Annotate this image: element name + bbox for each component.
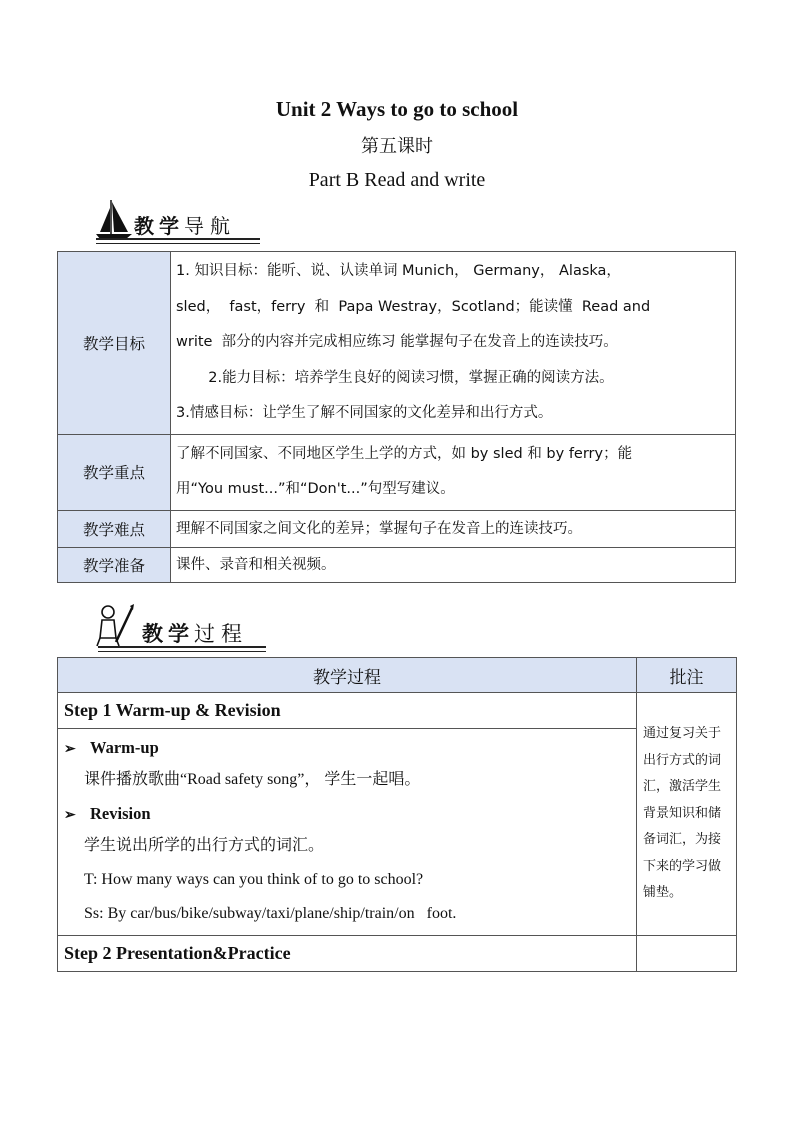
step2-notes: [637, 936, 737, 972]
table-row: [58, 434, 736, 510]
row-label: 教学准备: [58, 547, 171, 582]
goal-line: 1. 知识目标：能听、说、认读单词 Munich， Germany， Alaska，: [176, 263, 621, 279]
note-line: 背景知识和储: [643, 805, 722, 821]
banner2-text-a: 教学: [142, 622, 194, 646]
teaching-goals-table: [57, 251, 736, 583]
note-line: 汇，激活学生: [643, 779, 722, 795]
row-content: [171, 434, 736, 510]
banner1-underline: [96, 238, 260, 244]
step2-title: Step 2 Presentation&Practice: [58, 936, 637, 972]
part-title: Part B Read and write: [308, 169, 486, 191]
table-header-row: [58, 658, 737, 693]
pencil-figure-icon: [94, 602, 138, 650]
table-row: [58, 936, 737, 972]
table-row: [58, 510, 736, 547]
goal-line: write 部分的内容并完成相应练习 能掌握句子在发音上的连读技巧。: [176, 334, 618, 350]
table-row: [58, 729, 737, 936]
row-content: [171, 547, 736, 582]
row-label: 教学重点: [58, 434, 171, 510]
table-row: [58, 693, 737, 729]
note-line: 下来的学习做: [643, 858, 722, 874]
banner2-underline: [98, 646, 266, 652]
step1-title: Step 1 Warm-up & Revision: [58, 693, 637, 729]
revision-heading: ➢ Revision: [64, 801, 630, 827]
unit-title: Unit 2 Ways to go to school: [275, 97, 519, 121]
revision-line: T: How many ways can you think of to go to school?: [84, 871, 424, 888]
arrow-bullet-icon: ➢: [64, 742, 76, 757]
banner2-text-b: 过程: [194, 622, 248, 646]
note-line: 通过复习关于: [643, 726, 722, 742]
step1-notes: [637, 693, 737, 936]
warmup-heading: ➢ Warm-up: [64, 735, 630, 761]
row-content: [171, 510, 736, 547]
arrow-bullet-icon: ➢: [64, 808, 76, 823]
preparation-line: 课件、录音和相关视频。: [176, 556, 336, 573]
goal-line: 3.情感目标：让学生了解不同国家的文化差异和出行方式。: [176, 405, 553, 421]
teaching-guide-banner: [92, 198, 262, 244]
teaching-process-banner: [92, 602, 272, 652]
notes-column-header: 批注: [637, 658, 737, 693]
revision-line: Ss: By car/bus/bike/subway/taxi/plane/ship/train/on foot.: [84, 905, 457, 922]
difficulty-line: 理解不同国家之间文化的差异；掌握句子在发音上的连读技巧。: [176, 520, 582, 537]
teaching-process-table: [57, 657, 737, 972]
focus-line: 了解不同国家、不同地区学生上学的方式，如 by sled 和 by ferry；能: [176, 445, 633, 462]
warmup-line: 课件播放歌曲“Road safety song”， 学生一起唱。: [84, 771, 421, 788]
row-label: 教学难点: [58, 510, 171, 547]
lesson-number: 第五课时: [361, 136, 433, 157]
banner1-text-a: 教学: [134, 214, 184, 238]
row-label: 教学目标: [58, 252, 171, 435]
goal-line: 2.能力目标：培养学生良好的阅读习惯，掌握正确的阅读方法。: [176, 369, 614, 386]
goal-line: sled， fast，ferry 和 Papa Westray，Scotland；能读懂 Read and: [176, 298, 651, 315]
note-line: 出行方式的词: [643, 752, 722, 768]
revision-line: 学生说出所学的出行方式的词汇。: [84, 837, 325, 854]
focus-line: 用“You must...”和“Don't...”句型写建议。: [176, 481, 455, 497]
banner1-text-b: 导航: [184, 214, 236, 238]
note-line: 备词汇，为接: [643, 832, 722, 848]
table-row: [58, 547, 736, 582]
process-column-header: 教学过程: [58, 658, 637, 693]
row-content: [171, 252, 736, 435]
table-row: [58, 252, 736, 435]
note-line: 铺垫。: [643, 885, 683, 901]
step1-body: [58, 729, 637, 936]
